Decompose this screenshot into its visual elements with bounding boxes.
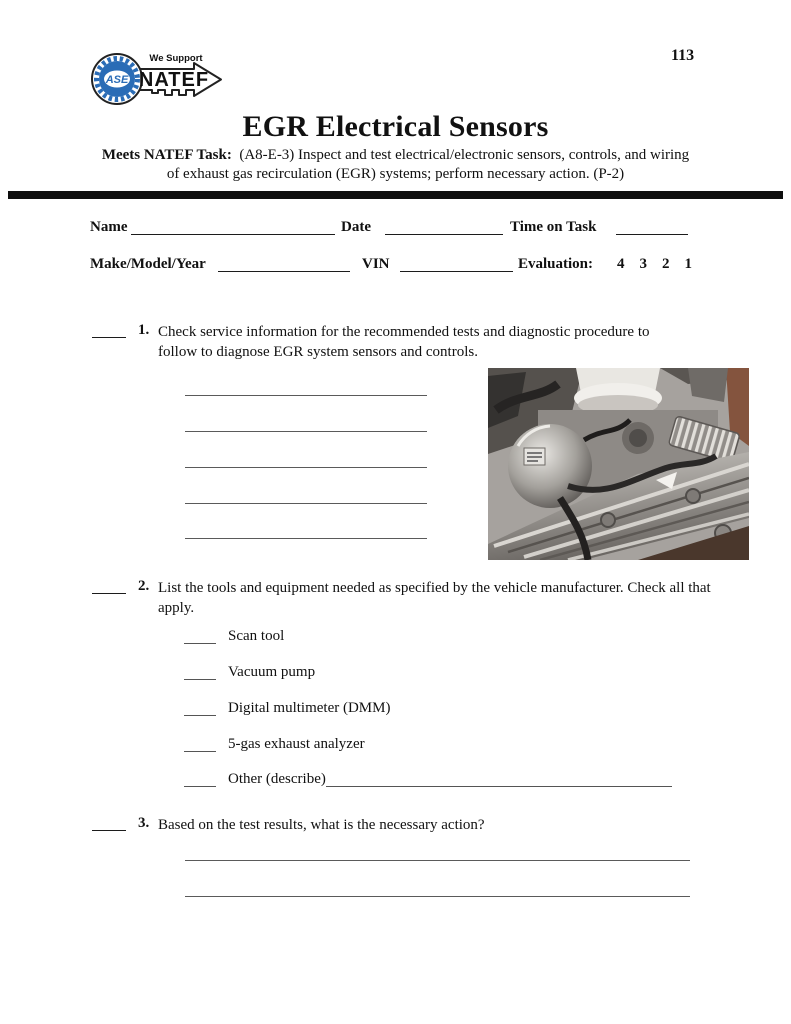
vin-label: VIN (362, 256, 390, 272)
make-model-year-blank-line (218, 271, 350, 272)
page-number: 113 (671, 47, 695, 64)
task3-number: 3. (138, 815, 150, 831)
checkbox-blank-5gas-analyzer (184, 751, 216, 752)
natef-key-logo-graphic (88, 44, 223, 106)
checklist-item-5gas-analyzer: 5-gas exhaust analyzer (228, 736, 365, 752)
task1-answer-line-4 (185, 503, 427, 504)
ase-badge-text: ASE (105, 74, 129, 86)
task2-text: List the tools and equipment needed as specified by the vehicle manufacturer. Check all that apply. (158, 580, 711, 616)
checklist-item-vacuum-pump: Vacuum pump (228, 664, 316, 680)
meets-natef-task-label: Meets NATEF Task: (101, 147, 232, 163)
task3-answer-line-2 (185, 896, 690, 897)
evaluation-scale (617, 256, 692, 273)
time-on-task-label: Time on Task (510, 219, 597, 235)
engine-photo-graphic (488, 368, 749, 560)
vin-blank-line (400, 271, 513, 272)
natef-task-line2: of exhaust gas recirculation (EGR) systems; perform necessary action. (P-2) (166, 166, 625, 182)
task3-grade-blank (92, 830, 126, 831)
task1-grade-blank (92, 337, 126, 338)
name-label: Name (90, 219, 128, 235)
task1-text: Check service information for the recommended tests and diagnostic procedure to follow to diagnose EGR system sensors and controls. (158, 324, 650, 360)
checkbox-blank-other (184, 786, 216, 787)
logo-name: NATEF (138, 69, 210, 91)
natef-task-line1: Meets NATEF Task: (A8-E-3) Inspect and test electrical/electronic sensors, controls, and wiring (101, 147, 690, 163)
checkbox-blank-vacuum-pump (184, 679, 216, 680)
evaluation-value-1: 1 (684, 256, 692, 272)
checklist-item-scan-tool: Scan tool (228, 628, 285, 644)
task3-text: Based on the test results, what is the necessary action? (158, 817, 485, 833)
task1-answer-line-5 (185, 538, 427, 539)
evaluation-label: Evaluation: (518, 256, 594, 272)
page-title: EGR Electrical Sensors (242, 110, 549, 143)
natef-logo (88, 44, 223, 106)
checklist-item-digital-multimeter: Digital multimeter (DMM) (228, 700, 391, 716)
header-divider-bar (8, 191, 783, 199)
checkbox-blank-digital-multimeter (184, 715, 216, 716)
task1-answer-line-1 (185, 395, 427, 396)
task1-answer-line-2 (185, 431, 427, 432)
time-on-task-blank-line (616, 234, 688, 235)
make-model-year-label: Make/Model/Year (90, 256, 206, 272)
engine-egr-valve-photo (488, 368, 749, 560)
date-label: Date (341, 219, 371, 235)
task1-number: 1. (138, 322, 150, 338)
name-blank-line (131, 234, 335, 235)
evaluation-value-3: 3 (639, 256, 647, 272)
evaluation-value-4: 4 (617, 256, 625, 272)
task1-answer-line-3 (185, 467, 427, 468)
logo-tagline: We Support (149, 53, 203, 64)
task2-grade-blank (92, 593, 126, 594)
checklist-item-other: Other (describe) (228, 771, 326, 787)
task3-answer-line-1 (185, 860, 690, 861)
date-blank-line (385, 234, 503, 235)
other-describe-blank-line (326, 786, 672, 787)
evaluation-value-2: 2 (662, 256, 670, 272)
checkbox-blank-scan-tool (184, 643, 216, 644)
task2-number: 2. (138, 578, 150, 594)
